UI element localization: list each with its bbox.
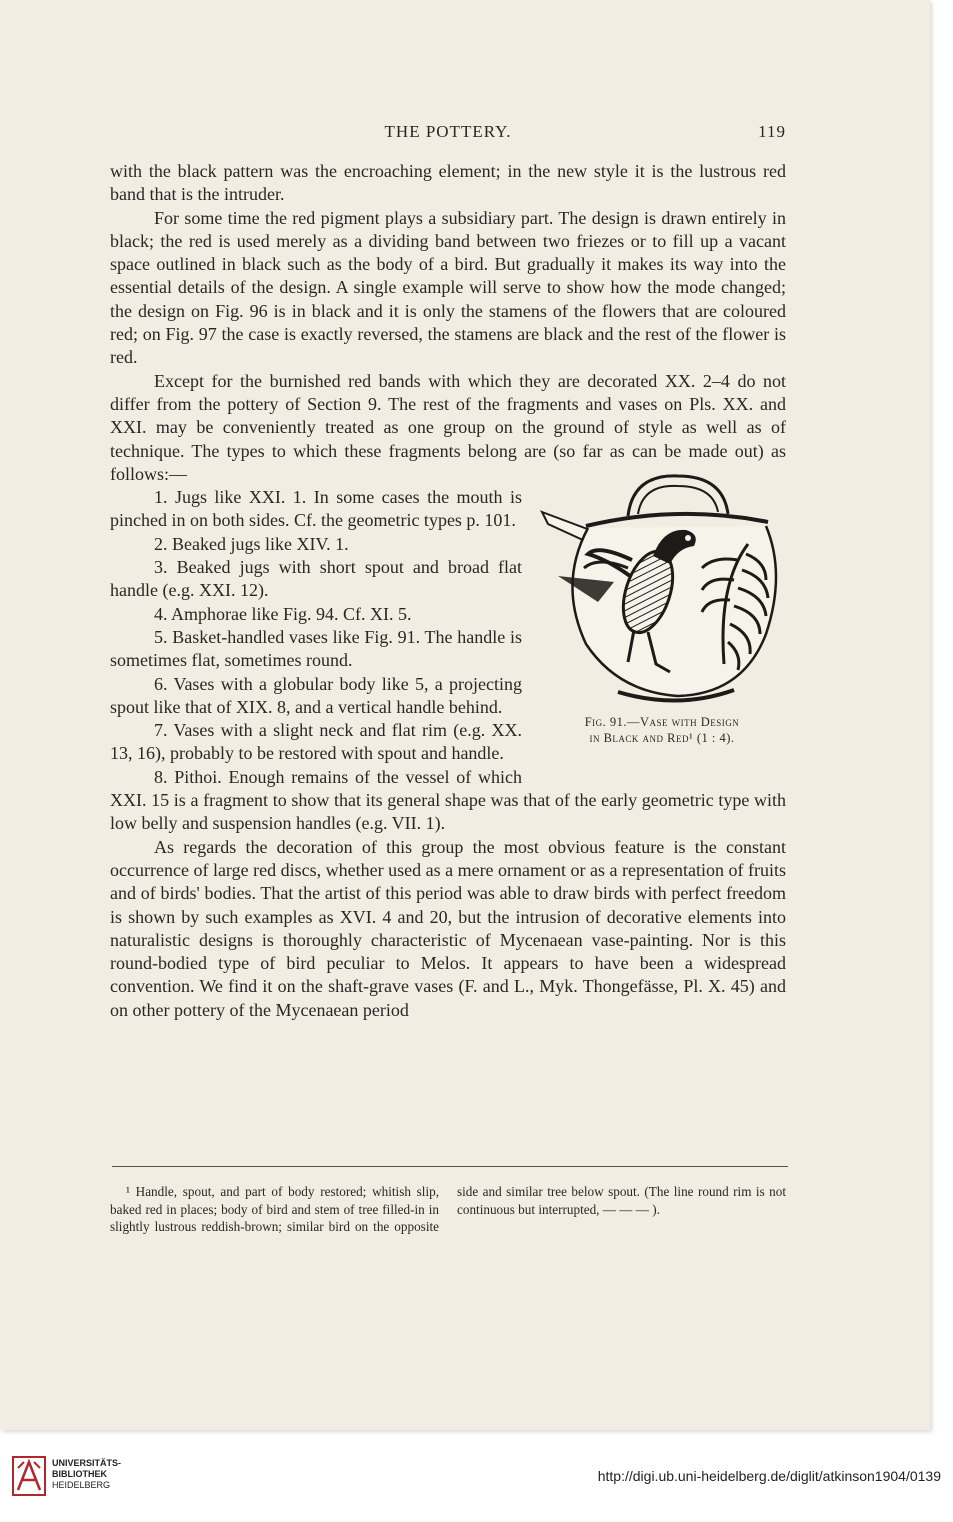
list-item: 2. Beaked jugs like XIV. 1.: [154, 533, 349, 554]
paragraph: Except for the burnished red bands with which they are decorated XX. 2–4 do not differ from the pottery of Section 9. The rest of the fragments and vases on Pls. XX. and XXI. may be conveniently treated as one group on the ground of style as well as of technique. The types to which these fragments belong are (so far as can be made out) as follows:—: [110, 370, 786, 484]
caption-line-1: Fig. 91.—Vase with Design: [584, 715, 740, 730]
paragraph: with the black pattern was the encroaching element; in the new style it is the lustrous red band that is the intruder.: [110, 161, 786, 205]
figure-caption: [538, 714, 786, 746]
figure-91: [538, 464, 786, 776]
list-item: 3. Beaked jugs with short spout and broad flat handle (e.g. XXI. 12).: [110, 557, 522, 601]
page-number: 119: [758, 122, 786, 141]
body-text: [110, 160, 786, 1022]
list-item: 6. Vases with a globular body like 5, a projecting spout like that of XIX. 8, and a vertical handle behind.: [110, 673, 522, 717]
list-item: 5. Basket-handled vases like Fig. 91. The handle is sometimes flat, sometimes round.: [110, 626, 522, 671]
list-item: 4. Amphorae like Fig. 94. Cf. XI. 5.: [154, 603, 412, 624]
footnote-rule: [112, 1166, 788, 1167]
library-logo[interactable]: [12, 1456, 152, 1502]
logo-line-3: HEIDELBERG: [52, 1480, 111, 1490]
running-header: [110, 122, 786, 146]
running-title: THE POTTERY.: [384, 122, 512, 141]
logo-line-2: BIBLIOTHEK: [52, 1469, 107, 1479]
list-item: 8. Pithoi. Enough remains of the vessel of which XXI. 15 is a fragment to show that its general shape was that of the early geometric type with low belly and suspension handles (e.g. VII. 1).: [110, 766, 786, 834]
library-logo-icon: [12, 1456, 46, 1496]
paragraph: For some time the red pigment plays a subsidiary part. The design is drawn entirely in black; the red is used merely as a dividing band between two friezes or to fill up a vacant space outlined in black such as the body of a bird. But gradually it makes its way into the essential details of the design. A single example will serve to show how the mode changed; the design on Fig. 96 is in black and it is only the stamens of the flowers that are coloured red; on Fig. 97 the case is exactly reversed, the stamens are black and the rest of the flower is red.: [110, 207, 786, 368]
paragraph: As regards the decoration of this group the most obvious feature is the constant occurrence of large red discs, whether used as a mere ornament or as a representation of fruits and of birds' bodies. That the artist of this period was able to draw birds with perfect freedom is shown by such examples as XVI. 4 and 20, but the intrusion of decorative elements into naturalistic designs is thoroughly characteristic of Mycenaean vase-painting. Nor is this round-bodied type of bird peculiar to Melos. It appears to have been a widespread convention. We find it on the shaft-grave vases (F. and L., Myk. Thongefässe, Pl. X. 45) and on other pottery of the Mycenaean period: [110, 836, 786, 1020]
footnote-text: ¹ Handle, spout, and part of body restored; whitish slip, baked red in places; body of bird and stem of tree filled-in in slightly lustrous reddish-brown; similar bird on the opposite side and similar tree below spout. (The line round rim is not continuous but interrupted, — — — ).: [110, 1184, 786, 1234]
logo-line-1: UNIVERSITÄTS-: [52, 1458, 122, 1468]
footnote: [110, 1183, 786, 1236]
vase-illustration: [538, 464, 784, 712]
list-item: 7. Vases with a slight neck and flat rim (e.g. XX. 13, 16), probably to be restored with spout and handle.: [110, 720, 522, 764]
list-item: 1. Jugs like XXI. 1. In some cases the mouth is pinched in on both sides. Cf. the geometric types p. 101.: [110, 487, 522, 531]
caption-line-2: in Black and Red¹ (1 : 4).: [589, 731, 735, 746]
source-url[interactable]: http://digi.ub.uni-heidelberg.de/diglit/atkinson1904/0139: [597, 1468, 941, 1484]
